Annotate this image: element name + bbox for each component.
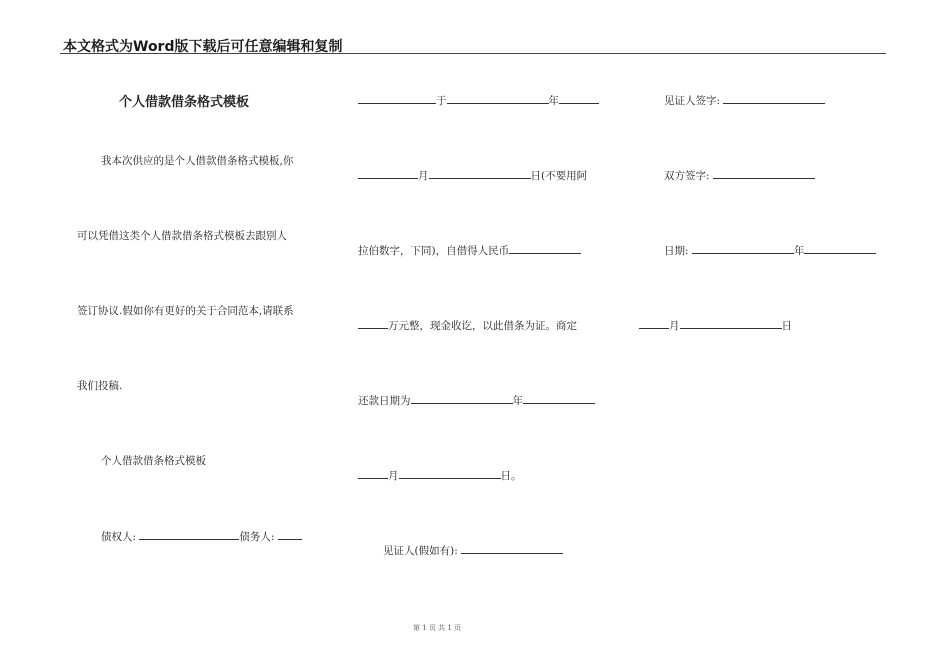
witness-optional-label: 见证人(假如有): (383, 545, 458, 557)
repay-date-line (358, 468, 522, 483)
year-label: 年 (548, 95, 559, 107)
blank (680, 318, 782, 329)
intro-line-1: 我本次供应的是个人借款借条格式模板,你 (101, 155, 294, 167)
template-subtitle: 个人借款借条格式模板 (101, 455, 206, 467)
blank (399, 468, 501, 479)
blank (639, 318, 669, 329)
blank (358, 468, 388, 479)
date-sign-line (664, 243, 876, 258)
document-banner: 本文格式为Word版下载后可任意编辑和复制 (63, 39, 343, 55)
debtor-blank (278, 529, 302, 540)
month-label-2: 月 (388, 470, 399, 482)
header-rule (60, 53, 886, 54)
blank (358, 93, 436, 104)
debtor-label: 债务人: (239, 531, 275, 543)
creditor-blank (139, 529, 239, 540)
witness-sign-blank (723, 93, 825, 104)
witness-sign-label: 见证人签字: (664, 95, 721, 107)
blank (447, 93, 549, 104)
blank (559, 93, 599, 104)
repay-line (358, 393, 595, 408)
yu-label: 于 (436, 95, 447, 107)
amount-text: 拉伯数字，下同)，自借得人民币 (358, 245, 510, 257)
day-note: 日(不要用阿 (530, 170, 588, 182)
intro-line-4: 我们投稿. (77, 380, 123, 392)
date-line-2 (358, 168, 587, 183)
day-label-3: 日 (781, 320, 792, 332)
both-sign-blank (713, 168, 815, 179)
amount-text-2: 万元整，现金收讫，以此借条为证。商定 (388, 320, 577, 332)
date-sign-line-2 (639, 318, 792, 333)
date-line-1 (358, 93, 599, 108)
repay-label: 还款日期为 (358, 395, 411, 407)
month-label-3: 月 (669, 320, 680, 332)
blank (429, 168, 531, 179)
creditor-label: 债权人: (101, 531, 137, 543)
date-label: 日期: (664, 245, 689, 257)
blank (358, 168, 418, 179)
blank (358, 318, 388, 329)
day-label-2: 日。 (500, 470, 522, 482)
amount-blank (509, 243, 581, 254)
page-number: 第 1 页 共 1 页 (413, 624, 462, 632)
amount-line-2 (358, 318, 577, 333)
parties-line (101, 529, 302, 544)
document-title: 个人借款借条格式模板 (119, 95, 250, 110)
blank (692, 243, 794, 254)
witness-sign-line (664, 93, 825, 108)
year-label-3: 年 (793, 245, 805, 257)
blank (523, 393, 595, 404)
both-sign-label: 双方签字: (664, 170, 710, 182)
year-label-2: 年 (512, 395, 523, 407)
witness-optional-line (383, 543, 563, 558)
blank (804, 243, 876, 254)
blank (411, 393, 513, 404)
month-label: 月 (418, 170, 429, 182)
amount-line-1 (358, 243, 581, 258)
intro-line-3: 签订协议.假如你有更好的关于合同范本,请联系 (77, 305, 294, 317)
both-sign-line (664, 168, 815, 183)
witness-blank (461, 543, 563, 554)
intro-line-2: 可以凭借这类个人借款借条格式模板去跟别人 (77, 230, 287, 242)
